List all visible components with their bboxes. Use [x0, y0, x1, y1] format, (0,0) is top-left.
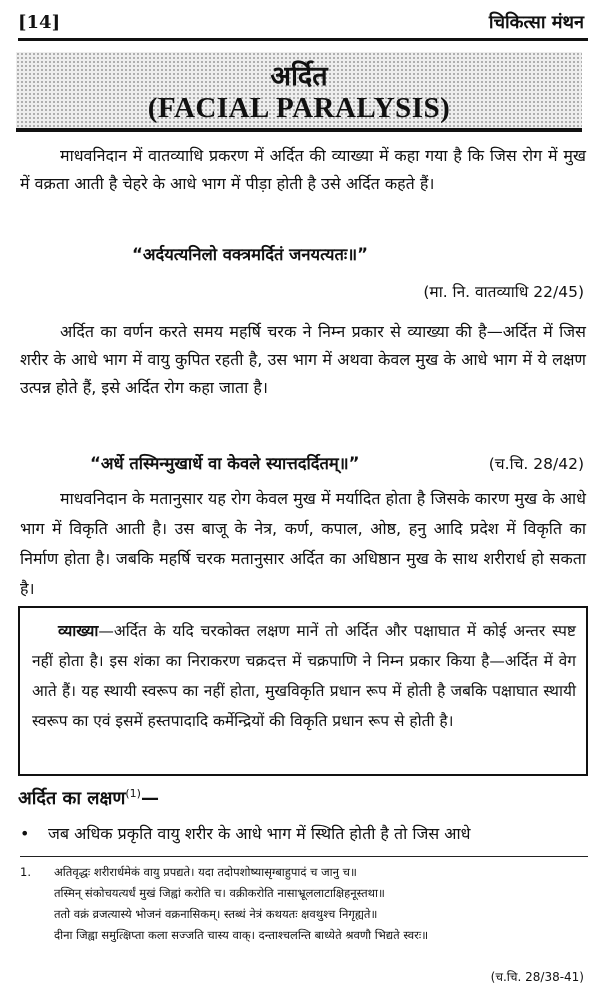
symptoms-heading-text: अर्दित का लक्षण — [18, 788, 126, 809]
page-header — [18, 10, 588, 41]
page-number: [14] — [18, 12, 61, 33]
footnote — [20, 862, 588, 984]
footnote-line: अतिवृद्धः शरीरार्धमेकं वायु प्रपद्यते। यदा तदोपशोष्यासृग्बाहुपादं च जानु च॥ — [54, 865, 357, 879]
intro-paragraph: माधवनिदान में वातव्याधि प्रकरण में अर्दित की व्याख्या में कहा गया है कि जिस रोग में मुख में वक्रता आती है चेहरे के आधे भाग में पीड़ा होती है उसे अर्दित कहते हैं। — [20, 146, 586, 193]
book-title: चिकित्सा मंथन — [488, 12, 584, 33]
bullet-dot-icon: • — [20, 824, 30, 843]
explanation-text: —अर्दित के यदि चरकोक्त लक्षण मानें तो अर्दित और पक्षाघात में कोई अन्तर स्पष्ट नहीं होता है। इस शंका का निराकरण चक्रदत्त में चक्रपाणि ने निम्न प्रकार किया है—अर्दित में वेग आते हैं। यह स्थायी स्वरूप का नहीं होता, मुखविकृति प्रधान रूप में होती है जबकि पक्षाघात स्थायी स्वरूप का एवं इसमें हस्तपादादि कर्मेन्द्रियों की विकृति प्रधान रूप से होती है। — [32, 622, 576, 730]
symptom-list-item — [20, 822, 586, 844]
verse-charaka: “अर्धे तस्मिन्मुखार्धे वा केवले स्यात्तदर्दितम्॥” — [90, 454, 360, 473]
charaka-paragraph: अर्दित का वर्णन करते समय महर्षि चरक ने निम्न प्रकार से व्याख्या की है—अर्दित में जिस शरीर के आधे भाग में वायु कुपित रहती है, उस भाग में अथवा केवल मुख के आधे भाग में ये लक्षण उत्पन्न होते हैं, इसे अर्दित रोग कहा जाता है। — [20, 322, 586, 397]
footnote-line: दीना जिह्वा समुत्क्षिप्ता कला सज्जति चास्य वाक्। दन्ताश्चलन्ति बाध्येते श्रवणौ भिद्यते स्वरः॥ — [54, 928, 429, 942]
symptom-list-item-text: जब अधिक प्रकृति वायु शरीर के आधे भाग में स्थिति होती है तो जिस आधे — [48, 824, 471, 843]
footnote-divider — [20, 856, 588, 857]
footnote-line: ततो वक्रं व्रजत्यास्ये भोजनं वक्रनासिकम्। स्तब्धं नेत्रं कथयतः क्षवथुश्च निगृह्यते॥ — [54, 907, 378, 921]
chapter-title-english: (FACIAL PARALYSIS) — [147, 92, 451, 124]
footnote-line: तस्मिन् संकोचयत्यर्धं मुखं जिह्वां करोति च। वक्रीकरोति नासाभ्रूललाटाक्षिहनूस्तथा॥ — [54, 886, 385, 900]
symptoms-heading-dash: — — [140, 788, 159, 809]
footnote-reference: (च.चि. 28/38-41) — [490, 970, 584, 984]
verse-madhava: “अर्दयत्यनिलो वक्त्रमर्दितं जनयत्यतः॥” — [132, 245, 368, 264]
footnote-number: 1. — [20, 865, 31, 879]
verse-madhava-reference: (मा. नि. वातव्याधि 22/45) — [423, 283, 584, 301]
chapter-title-banner — [16, 52, 582, 132]
chapter-title-hindi: अर्दित — [270, 61, 328, 92]
explanation-box — [18, 606, 588, 776]
symptoms-heading — [18, 786, 159, 810]
madhava-opinion-paragraph: माधवनिदान के मतानुसार यह रोग केवल मुख में मर्यादित होता है जिसके कारण मुख के आधे भाग में विकृति आती है। उस बाजू के नेत्र, कर्ण, कपाल, ओष्ठ, हनु आदि प्रदेश में विकृति का निर्माण होता है। जबकि महर्षि चरक मतानुसार अर्दित का अधिष्ठान मुख के साथ शरीरार्ध हो सकता है। — [20, 489, 586, 598]
explanation-label: व्याख्या — [58, 622, 99, 640]
verse-charaka-reference: (च.चि. 28/42) — [488, 455, 584, 473]
footnote-marker: (1) — [125, 787, 141, 800]
